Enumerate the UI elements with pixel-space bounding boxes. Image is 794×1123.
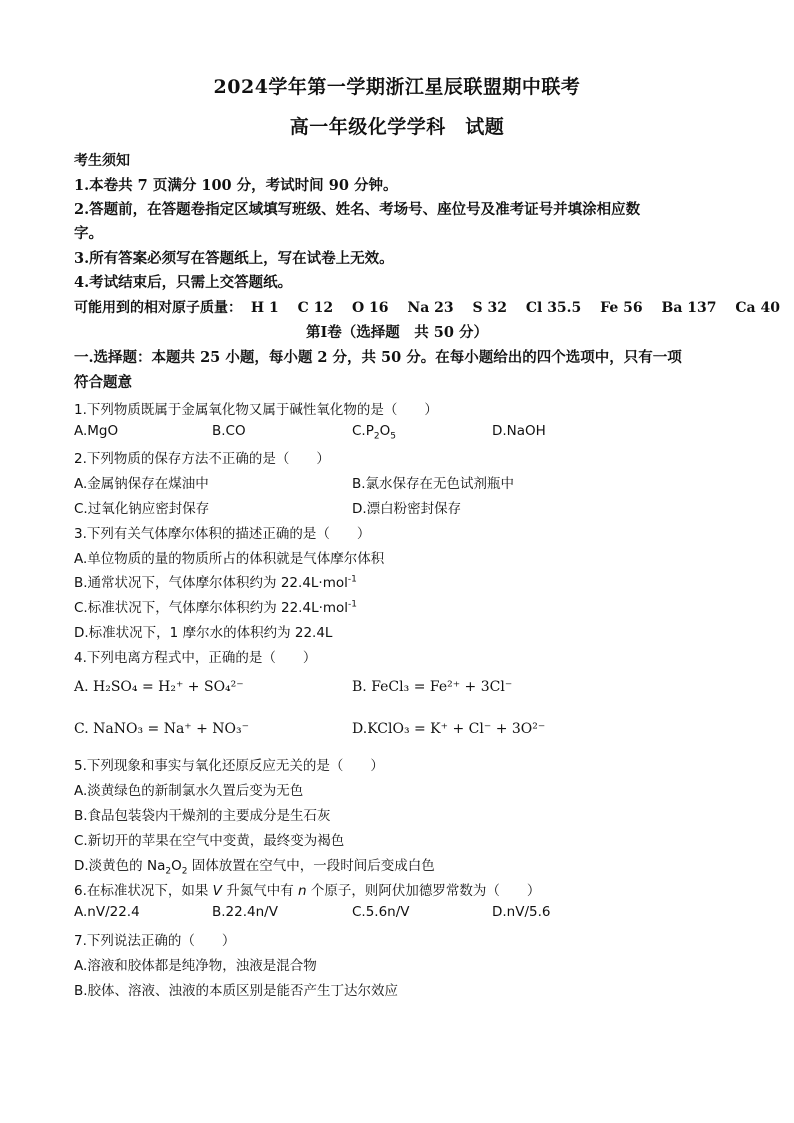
question-7-stem: 7.下列说法正确的（ ） (74, 933, 236, 949)
question-5-option-d: D.淡黄色的 $Na_2O_2$ 固体放置在空气中，一段时间后变成白色 (74, 858, 435, 877)
question-6-option-c: C.5.6n/V (352, 904, 410, 920)
notice-item-3: 3.所有答案必须写在答题纸上，写在试卷上无效。 (74, 250, 394, 267)
question-1-option-c: $C.P_2O_5$ (352, 423, 396, 442)
question-4-option-c: C. NaNO₃ = Na⁺ + NO₃⁻ (74, 721, 250, 737)
question-6-stem: 6.在标准状况下，如果 V 升氮气中有 n 个原子，则阿伏加德罗常数为（ ） (74, 883, 541, 899)
question-3-option-a: A.单位物质的量的物质所占的体积就是气体摩尔体积 (74, 551, 385, 567)
question-3-stem: 3.下列有关气体摩尔体积的描述正确的是（ ） (74, 526, 371, 542)
atomic-mass-label: 可能用到的相对原子质量： (74, 300, 242, 316)
question-2-option-a: A.金属钠保存在煤油中 (74, 476, 209, 492)
atomic-mass-ba: Ba 137 (661, 300, 717, 316)
question-4-option-d: D.KClO₃ = K⁺ + Cl⁻ + 3O²⁻ (352, 721, 546, 737)
atomic-mass-s: S 32 (472, 300, 507, 316)
exam-title: 2024学年第一学期浙江星辰联盟期中联考 (213, 76, 581, 98)
atomic-mass-na: Na 23 (407, 300, 454, 316)
notice-heading: 考生须知 (74, 153, 130, 169)
notice-item-2-cont: 字。 (74, 225, 103, 242)
section-title: 第Ⅰ卷（选择题 共 50 分） (305, 324, 489, 341)
section-instruction-1: 一.选择题：本题共 25 小题，每小题 2 分，共 50 分。在每小题给出的四个选项中，只有一项 (74, 349, 682, 366)
question-2-option-b: B.氯水保存在无色试剂瓶中 (352, 476, 515, 492)
atomic-mass-line (74, 297, 780, 317)
question-1-stem: 1.下列物质既属于金属氧化物又属于碱性氧化物的是（ ） (74, 402, 438, 418)
question-6-option-b: B.22.4n/V (212, 904, 278, 920)
notice-item-4: 4.考试结束后，只需上交答题纸。 (74, 274, 293, 291)
question-7-option-b: B.胶体、溶液、浊液的本质区别是能否产生丁达尔效应 (74, 983, 399, 999)
question-6-option-d: D.nV/5.6 (492, 904, 551, 920)
atomic-mass-cl: Cl 35.5 (525, 300, 582, 316)
question-5-option-c: C.新切开的苹果在空气中变黄，最终变为褐色 (74, 833, 345, 849)
exam-subtitle: 高一年级化学学科 试题 (289, 116, 505, 138)
question-3-option-c: C.标准状况下，气体摩尔体积约为 22.4L·mol$^{-1}$ (74, 599, 358, 616)
atomic-mass-h: H 1 (250, 300, 279, 316)
notice-item-2: 2.答题前，在答题卷指定区域填写班级、姓名、考场号、座位号及准考证号并填涂相应数 (74, 201, 641, 218)
question-7-option-a: A.溶液和胶体都是纯净物，浊液是混合物 (74, 958, 317, 974)
question-2-option-c: C.过氧化钠应密封保存 (74, 501, 210, 517)
question-6-option-a: A.nV/22.4 (74, 904, 140, 920)
question-1-option-b: B.CO (212, 423, 246, 439)
question-1-option-a: A.MgO (74, 423, 119, 439)
question-1-option-d: D.NaOH (492, 423, 546, 439)
question-5-stem: 5.下列现象和事实与氧化还原反应无关的是（ ） (74, 758, 384, 774)
atomic-mass-o: O 16 (351, 300, 389, 316)
section-instruction-2: 符合题意 (74, 374, 132, 391)
question-2-stem: 2.下列物质的保存方法不正确的是（ ） (74, 451, 330, 467)
notice-item-1: 1.本卷共 7 页满分 100 分，考试时间 90 分钟。 (74, 177, 398, 194)
question-4-option-b: B. FeCl₃ = Fe²⁺ + 3Cl⁻ (352, 679, 513, 695)
question-4-stem: 4.下列电离方程式中，正确的是（ ） (74, 650, 317, 666)
atomic-mass-fe: Fe 56 (600, 300, 643, 316)
question-3-option-d: D.标准状况下，1 摩尔水的体积约为 22.4L (74, 625, 333, 641)
atomic-mass-ca: Ca 40 (735, 300, 780, 316)
atomic-mass-c: C 12 (297, 300, 334, 316)
question-3-option-b: B.通常状况下，气体摩尔体积约为 22.4L·mol$^{-1}$ (74, 574, 357, 591)
question-5-option-a: A.淡黄绿色的新制氯水久置后变为无色 (74, 783, 304, 799)
question-5-option-b: B.食品包装袋内干燥剂的主要成分是生石灰 (74, 808, 331, 824)
question-4-option-a: A. H₂SO₄ = H₂⁺ + SO₄²⁻ (74, 679, 244, 695)
question-2-option-d: D.漂白粉密封保存 (352, 501, 462, 517)
